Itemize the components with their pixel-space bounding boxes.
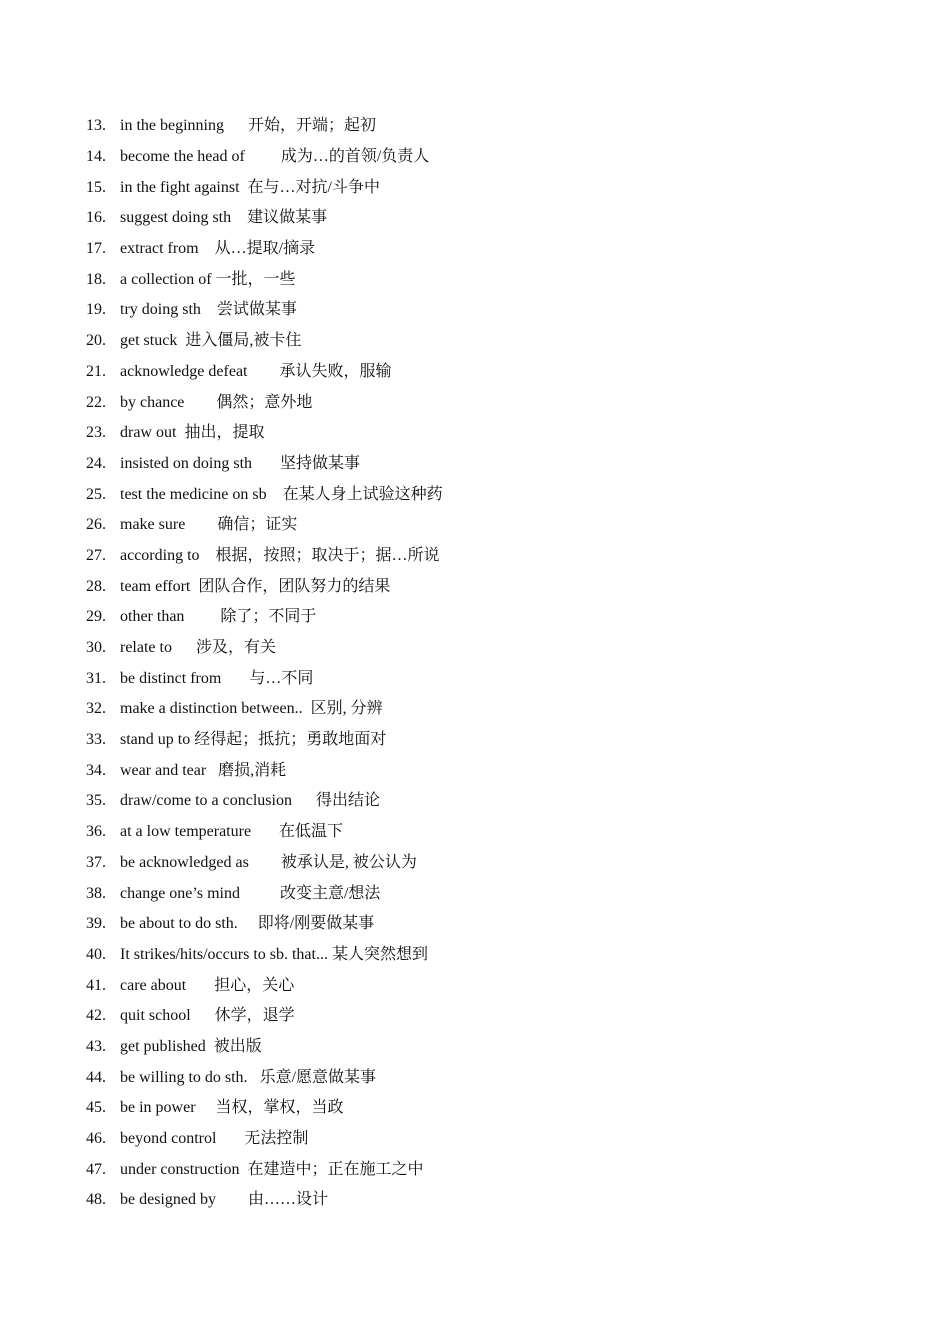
list-item	[86, 755, 886, 786]
chinese-meaning: 即将/刚要做某事	[257, 915, 375, 933]
english-phrase: get published	[120, 1037, 214, 1055]
item-number: 21.	[86, 362, 106, 380]
item-number: 18.	[86, 270, 106, 288]
list-item	[86, 940, 886, 971]
item-number: 34.	[86, 761, 106, 779]
chinese-meaning: 在低温下	[279, 823, 344, 841]
item-number: 36.	[86, 823, 106, 841]
item-number: 39.	[86, 915, 106, 933]
list-item	[86, 1001, 886, 1032]
english-phrase: beyond control	[120, 1130, 245, 1148]
list-item	[86, 479, 886, 510]
english-phrase: test the medicine on sb	[120, 485, 283, 503]
chinese-meaning: 当权，掌权，当政	[215, 1099, 344, 1117]
chinese-meaning: 经得起；抵抗；勇敢地面对	[194, 731, 387, 749]
chinese-meaning: 从…提取/摘录	[214, 240, 316, 258]
chinese-meaning: 尝试做某事	[216, 301, 297, 319]
english-phrase: be designed by	[120, 1191, 248, 1209]
item-number: 17.	[86, 240, 106, 258]
item-number: 43.	[86, 1037, 106, 1055]
item-number: 25.	[86, 485, 106, 503]
chinese-meaning: 与…不同	[249, 669, 314, 687]
item-number: 31.	[86, 669, 106, 687]
english-phrase: stand up to	[120, 731, 195, 749]
english-phrase: be distinct from	[120, 669, 250, 687]
english-phrase: draw out	[120, 424, 185, 442]
list-item	[86, 387, 886, 418]
english-phrase: extract from	[120, 240, 215, 258]
english-phrase: become the head of	[120, 148, 281, 166]
english-phrase: team effort	[120, 577, 199, 595]
english-phrase: according to	[120, 546, 216, 564]
item-number: 15.	[86, 178, 106, 196]
list-item	[86, 878, 886, 909]
english-phrase: other than	[120, 608, 221, 626]
list-item	[86, 970, 886, 1001]
chinese-meaning: 根据，按照；取决于；据…所说	[215, 546, 440, 564]
english-phrase: at a low temperature	[120, 823, 280, 841]
list-item	[86, 234, 886, 265]
chinese-meaning: 承认失败，服输	[279, 362, 392, 380]
chinese-meaning: 担心，关心	[214, 976, 295, 994]
list-item	[86, 1154, 886, 1185]
english-phrase: relate to	[120, 639, 196, 657]
chinese-meaning: 抽出，提取	[184, 424, 265, 442]
list-item	[86, 571, 886, 602]
list-item	[86, 602, 886, 633]
chinese-meaning: 得出结论	[315, 792, 380, 810]
list-item	[86, 203, 886, 234]
item-number: 20.	[86, 332, 106, 350]
list-item	[86, 1062, 886, 1093]
list-item	[86, 264, 886, 295]
english-phrase: try doing sth	[120, 301, 217, 319]
list-item	[86, 786, 886, 817]
english-phrase: quit school	[120, 1007, 215, 1025]
item-number: 24.	[86, 454, 106, 472]
item-number: 33.	[86, 731, 106, 749]
list-item	[86, 694, 886, 725]
chinese-meaning: 由……设计	[247, 1191, 328, 1209]
chinese-meaning: 无法控制	[244, 1130, 309, 1148]
chinese-meaning: 建议做某事	[247, 209, 328, 227]
phrase-list	[86, 111, 886, 1216]
item-number: 28.	[86, 577, 106, 595]
english-phrase: under construction	[120, 1160, 248, 1178]
item-number: 29.	[86, 608, 106, 626]
chinese-meaning: 一批，一些	[215, 270, 296, 288]
chinese-meaning: 除了；不同于	[220, 608, 317, 626]
chinese-meaning: 某人突然想到	[331, 945, 428, 963]
list-item	[86, 295, 886, 326]
english-phrase: be in power	[120, 1099, 216, 1117]
english-phrase: insisted on doing sth	[120, 454, 281, 472]
english-phrase: draw/come to a conclusion	[120, 792, 316, 810]
list-item	[86, 541, 886, 572]
english-phrase: suggest doing sth	[120, 209, 248, 227]
item-number: 47.	[86, 1160, 106, 1178]
item-number: 26.	[86, 516, 106, 534]
item-number: 27.	[86, 546, 106, 564]
chinese-meaning: 团队合作，团队努力的结果	[198, 577, 391, 595]
chinese-meaning: 进入僵局,被卡住	[185, 332, 302, 350]
english-phrase: in the fight against	[120, 178, 248, 196]
item-number: 30.	[86, 639, 106, 657]
item-number: 46.	[86, 1130, 106, 1148]
chinese-meaning: 在与…对抗/斗争中	[247, 178, 380, 196]
list-item	[86, 633, 886, 664]
chinese-meaning: 在建造中；正在施工之中	[247, 1160, 424, 1178]
chinese-meaning: 磨损,消耗	[218, 761, 287, 779]
list-item	[86, 510, 886, 541]
english-phrase: change one’s mind	[120, 884, 280, 902]
chinese-meaning: 区别, 分辨	[310, 700, 383, 718]
english-phrase: by chance	[120, 393, 217, 411]
chinese-meaning: 确信；证实	[217, 516, 298, 534]
list-item	[86, 909, 886, 940]
english-phrase: care about	[120, 976, 215, 994]
english-phrase: wear and tear	[120, 761, 219, 779]
english-phrase: in the beginning	[120, 117, 248, 135]
chinese-meaning: 被承认是, 被公认为	[280, 853, 417, 871]
item-number: 38.	[86, 884, 106, 902]
list-item	[86, 326, 886, 357]
list-item	[86, 418, 886, 449]
chinese-meaning: 成为…的首领/负责人	[280, 148, 430, 166]
item-number: 48.	[86, 1191, 106, 1209]
list-item	[86, 1185, 886, 1216]
list-item	[86, 1093, 886, 1124]
chinese-meaning: 乐意/愿意做某事	[259, 1068, 377, 1086]
english-phrase: be about to do sth.	[120, 915, 258, 933]
list-item	[86, 848, 886, 879]
chinese-meaning: 改变主意/想法	[279, 884, 381, 902]
list-item	[86, 725, 886, 756]
item-number: 41.	[86, 976, 106, 994]
item-number: 40.	[86, 945, 106, 963]
english-phrase: a collection of	[120, 270, 216, 288]
english-phrase: It strikes/hits/occurs to sb. that...	[120, 945, 332, 963]
english-phrase: be willing to do sth.	[120, 1068, 260, 1086]
english-phrase: make sure	[120, 516, 218, 534]
item-number: 16.	[86, 209, 106, 227]
english-phrase: be acknowledged as	[120, 853, 281, 871]
item-number: 14.	[86, 148, 106, 166]
item-number: 23.	[86, 424, 106, 442]
list-item	[86, 142, 886, 173]
chinese-meaning: 休学，退学	[214, 1007, 295, 1025]
list-item	[86, 357, 886, 388]
list-item	[86, 449, 886, 480]
list-item	[86, 1032, 886, 1063]
list-item	[86, 172, 886, 203]
item-number: 37.	[86, 853, 106, 871]
item-number: 13.	[86, 117, 106, 135]
list-item	[86, 663, 886, 694]
chinese-meaning: 在某人身上试验这种药	[282, 485, 443, 503]
item-number: 35.	[86, 792, 106, 810]
chinese-meaning: 偶然；意外地	[216, 393, 313, 411]
list-item	[86, 817, 886, 848]
list-item	[86, 111, 886, 142]
item-number: 44.	[86, 1068, 106, 1086]
english-phrase: get stuck	[120, 332, 186, 350]
item-number: 45.	[86, 1099, 106, 1117]
chinese-meaning: 涉及，有关	[195, 639, 276, 657]
english-phrase: make a distinction between..	[120, 700, 311, 718]
chinese-meaning: 被出版	[213, 1037, 262, 1055]
item-number: 19.	[86, 301, 106, 319]
item-number: 42.	[86, 1007, 106, 1025]
item-number: 32.	[86, 700, 106, 718]
chinese-meaning: 开始，开端；起初	[247, 117, 376, 135]
item-number: 22.	[86, 393, 106, 411]
list-item	[86, 1124, 886, 1155]
english-phrase: acknowledge defeat	[120, 362, 280, 380]
chinese-meaning: 坚持做某事	[280, 454, 361, 472]
